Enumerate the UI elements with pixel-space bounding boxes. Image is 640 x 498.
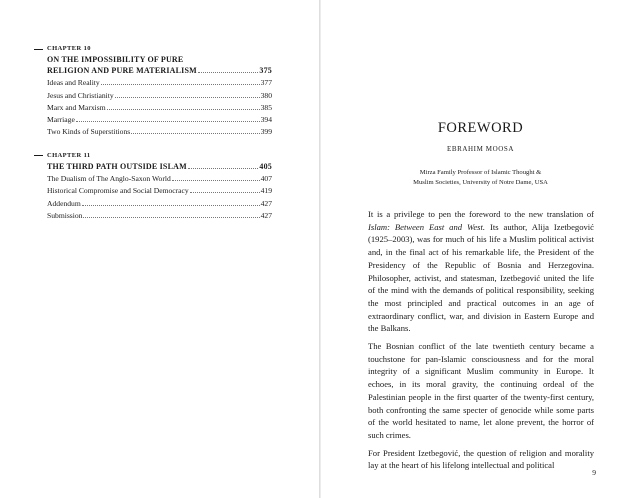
page-number: 9 — [592, 468, 596, 477]
toc-leader — [115, 97, 260, 98]
toc-leader — [107, 109, 260, 110]
toc-entry-page: 427 — [260, 198, 272, 208]
toc-entry-title: Jesus and Christianity — [47, 90, 114, 100]
toc-entry-page: 419 — [260, 186, 272, 196]
paragraph — [368, 208, 594, 335]
toc-entry-page: 399 — [260, 127, 272, 137]
toc-leader — [188, 168, 259, 169]
toc-entry[interactable] — [47, 65, 272, 77]
foreword-body — [368, 208, 594, 477]
toc-entry-page: 394 — [260, 115, 272, 125]
toc-entry-page: 380 — [260, 90, 272, 100]
toc-leader — [76, 121, 260, 122]
toc-entry-page: 375 — [259, 66, 272, 75]
toc-entry[interactable] — [47, 102, 272, 114]
toc-entry-title: Submission — [47, 210, 83, 220]
foreword-title: FOREWORD — [437, 120, 524, 136]
toc-entry[interactable] — [47, 173, 272, 185]
toc-entry-title: Ideas and Reality — [47, 78, 100, 88]
toc-entry-title: Marx and Marxism — [47, 102, 106, 112]
toc-entry-title: Two Kinds of Superstitions — [47, 127, 131, 137]
affiliation-line: Muslim Societies, University of Notre Dame, USA — [413, 179, 548, 186]
chapter-label-text: CHAPTER 10 — [47, 45, 91, 52]
foreword-author: EBRAHIM MOOSA — [446, 145, 515, 153]
toc-leader — [83, 217, 259, 218]
toc-entry-page: 405 — [259, 161, 272, 171]
toc-entry[interactable] — [47, 161, 272, 173]
book-title-italic: Islam: Between East and West. — [368, 221, 486, 232]
paragraph-text: Its author, Alija Izetbegović (1925–2003), was for much of his life a Muslim political activist and, in the final act of his remarkable life, the President of the Presidency of the Republic of Bosnia and Herzegovina. Philosopher, activist, and statesman, Izetbegović united the life of the mind with the demands of political responsibility, seeking the most principled and practical outcomes in an age of extraordinary conflict, war, and division in Eastern Europe and the Balkans. — [368, 221, 594, 334]
left-page — [0, 0, 319, 498]
toc-entry[interactable] — [47, 90, 272, 102]
chapter-11-label — [47, 151, 272, 161]
toc-entry[interactable] — [47, 114, 272, 126]
toc-leader — [198, 72, 259, 73]
chapter-dash — [34, 155, 43, 156]
paragraph-text: It is a privilege to pen the foreword to the new translation of — [368, 209, 594, 219]
right-page — [321, 0, 640, 498]
chapter-dash — [34, 49, 43, 50]
toc-entry-title: Addendum — [47, 198, 81, 208]
toc-entry-title: RELIGION AND PURE MATERIALISM — [47, 66, 197, 75]
chapter-10-title-line1: ON THE IMPOSSIBILITY OF PURE — [47, 55, 184, 64]
paragraph: The Bosnian conflict of the late twentieth century became a touchstone for pan-Islamic consciousness and for the moral integrity of a significant Muslim community in Europe. It echoes, in its moral gravity, the continuing ordeal of the Palestinian people in the first quarter of the twenty-first century, both confronting the same specter of genocide while some parts of the world hesitated to name, let alone prevent, the horror of such crimes. — [368, 341, 594, 440]
toc-entry-page: 407 — [260, 174, 272, 184]
toc-entry-title: Historical Compromise and Social Democracy — [47, 186, 189, 196]
toc-entry[interactable] — [47, 210, 272, 222]
paragraph: For President Izetbegović, the question of religion and morality lay at the heart of his lifelong intellectual and political — [368, 447, 594, 471]
toc-entry[interactable] — [47, 77, 272, 89]
toc-leader — [101, 84, 260, 85]
toc-entry-page: 385 — [260, 102, 272, 112]
toc-entry[interactable] — [47, 185, 272, 197]
toc-leader — [131, 133, 259, 134]
toc-leader — [82, 205, 260, 206]
table-of-contents — [36, 44, 272, 222]
toc-spacer — [36, 139, 272, 151]
author-affiliation — [321, 168, 640, 188]
toc-entry[interactable] — [47, 126, 272, 138]
affiliation-line: Mirza Family Professor of Islamic Thought & — [419, 169, 542, 176]
toc-leader — [172, 180, 260, 181]
toc-entry-page: 427 — [260, 210, 272, 220]
chapter-label-text: CHAPTER 11 — [47, 151, 91, 159]
toc-entry-page: 377 — [260, 78, 272, 88]
toc-entry-title: Marriage — [47, 115, 75, 125]
toc-entry-title: THE THIRD PATH OUTSIDE ISLAM — [47, 161, 187, 171]
toc-leader — [190, 192, 260, 193]
toc-entry-title: The Dualism of The Anglo-Saxon World — [47, 174, 171, 184]
toc-entry[interactable] — [47, 198, 272, 210]
chapter-10-label — [47, 44, 272, 54]
